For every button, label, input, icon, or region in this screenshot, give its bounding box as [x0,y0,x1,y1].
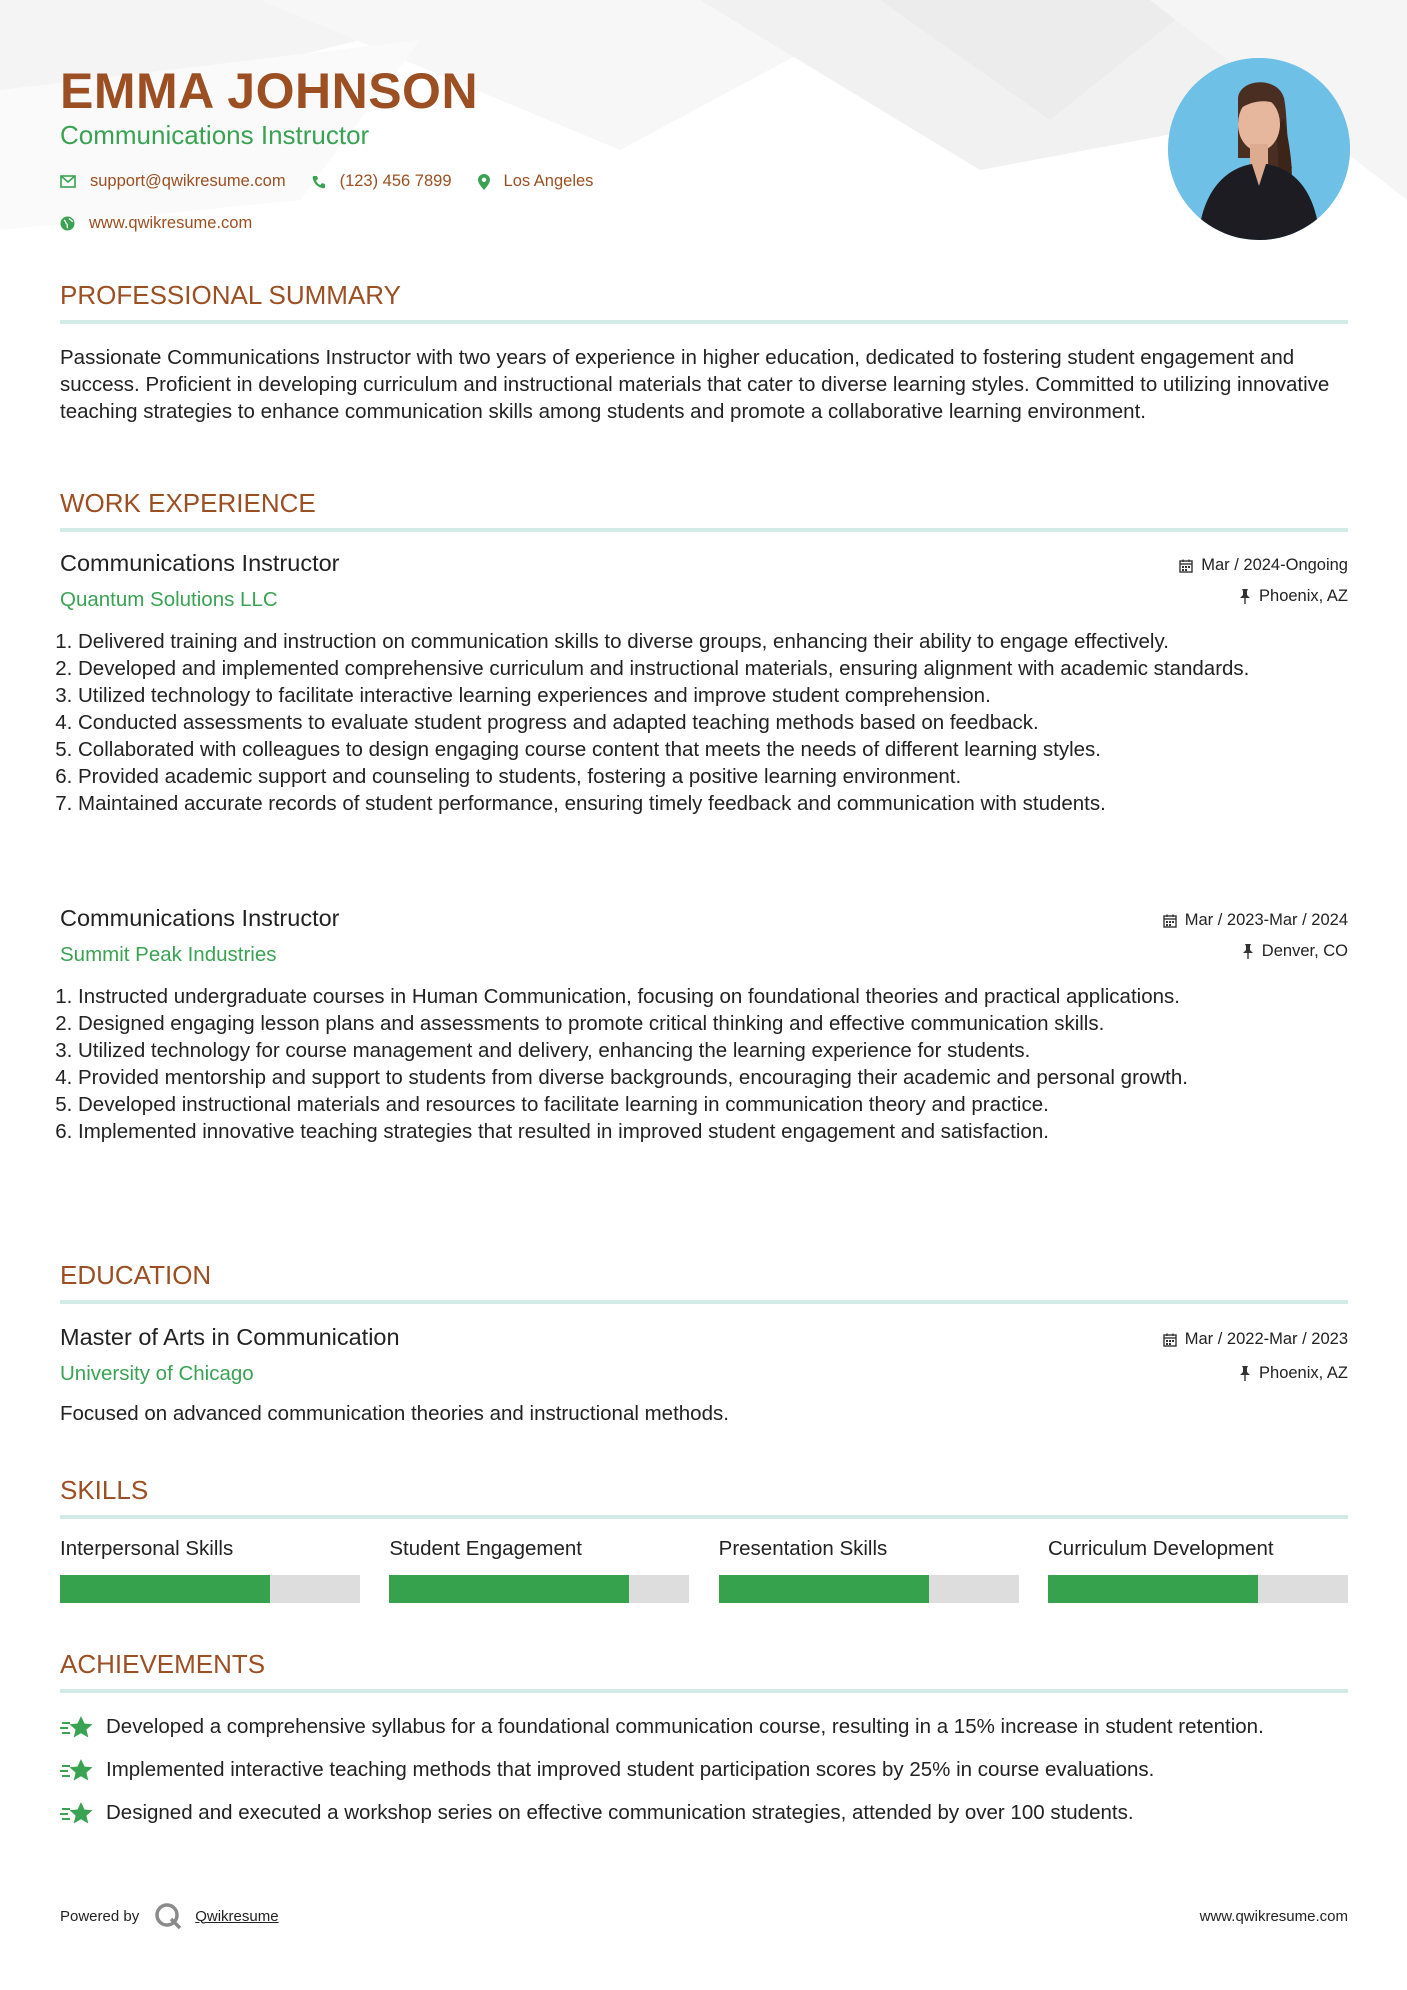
pushpin-icon [1239,1366,1251,1381]
list-item: 1. Instructed undergraduate courses in Human Communication, focusing on foundational theories and practical applications. [78,983,1348,1010]
globe-icon [60,216,75,231]
profile-portrait [1168,58,1350,240]
list-item: 2. Developed and implemented comprehensive curriculum and instructional materials, ensuring alignment with academic standards. [78,655,1348,682]
contact-phone[interactable] [312,172,452,191]
summary-heading: PROFESSIONAL SUMMARY [60,280,401,310]
skill-name: Student Engagement [389,1537,582,1560]
skills-section [60,1475,1348,1603]
skill-bar [60,1575,360,1603]
pushpin-icon [1242,944,1254,959]
star-badge-icon [60,1801,94,1827]
achievement-item [60,1713,1348,1741]
summary-text: Passionate Communications Instructor with two years of experience in higher education, dedicated to fostering student engagement and success. Proficient in developing curriculum and instructional materials that cater to diverse learning styles. Committed to utilizing innovative teaching strategies to enhance communication skills among students and promote a collaborative learning environment. [60,346,1330,423]
education-date-text: Mar / 2022-Mar / 2023 [1184,1330,1348,1348]
skill-item [60,1537,360,1603]
contact-row-1 [60,172,619,191]
candidate-role: Communications Instructor [60,120,370,150]
candidate-name: EMMA JOHNSON [60,63,479,119]
list-item: 3. Utilized technology for course management and delivery, enhancing the learning experience for students. [78,1037,1348,1064]
skill-item [389,1537,689,1603]
list-item: 6. Provided academic support and counseling to students, fostering a positive learning environment. [78,763,1348,790]
job-company: Summit Peak Industries [60,943,277,966]
job-location [1242,942,1348,961]
achievement-text: Designed and executed a workshop series on effective communication strategies, attended by over 100 students. [106,1801,1134,1824]
section-divider [60,528,1348,532]
list-item: 5. Developed instructional materials and resources to facilitate learning in communication theory and practice. [78,1091,1348,1118]
section-divider [60,1515,1348,1519]
section-divider [60,1300,1348,1304]
job-title: Communications Instructor [60,550,340,576]
contact-website[interactable] [60,214,252,233]
list-item: 3. Utilized technology to facilitate interactive learning experiences and improve student comprehension. [78,682,1348,709]
skill-bar-fill [389,1575,629,1603]
footer-website[interactable]: www.qwikresume.com [1199,1907,1348,1925]
experience-section [60,488,1348,532]
section-divider [60,320,1348,324]
map-pin-icon [478,174,490,190]
job-date-text: Mar / 2023-Mar / 2024 [1184,911,1348,929]
achievements-list [60,1713,1348,1827]
list-item: 7. Maintained accurate records of student performance, ensuring timely feedback and communication with students. [78,790,1348,817]
achievements-heading: ACHIEVEMENTS [60,1649,266,1679]
summary-section [60,280,1348,425]
skill-bar-fill [60,1575,270,1603]
qwikresume-logo-icon [153,1901,183,1931]
website-text: www.qwikresume.com [89,214,253,232]
phone-text: (123) 456 7899 [339,172,452,190]
profile-photo [1168,58,1350,240]
skill-bar-fill [719,1575,929,1603]
achievements-section [60,1649,1348,1842]
education-location [1239,1364,1348,1383]
job-title: Communications Instructor [60,905,340,931]
envelope-icon [60,175,76,188]
skill-name: Presentation Skills [718,1537,888,1560]
calendar-icon [1163,1333,1177,1347]
footer [60,1898,1348,1934]
job-entry-2 [60,905,1348,1145]
list-item: 4. Conducted assessments to evaluate student progress and adapted teaching methods based on feedback. [78,709,1348,736]
skills-heading: SKILLS [60,1475,149,1505]
calendar-icon [1163,914,1177,928]
job-date [1163,911,1348,930]
pushpin-icon [1239,589,1251,604]
star-badge-icon [60,1715,94,1741]
job-location [1239,587,1348,606]
list-item: 5. Collaborated with colleagues to design engaging course content that meets the needs of different learning styles. [78,736,1348,763]
section-divider [60,1689,1348,1693]
job-entry-1 [60,550,1348,817]
star-badge-icon [60,1758,94,1784]
job-company: Quantum Solutions LLC [60,588,278,611]
achievement-item [60,1756,1348,1784]
achievement-text: Implemented interactive teaching methods that improved student participation scores by 25% in course evaluations. [106,1758,1155,1781]
degree-title: Master of Arts in Communication [60,1324,400,1350]
job-bullets [60,983,1348,1145]
contact-row-2 [60,214,278,233]
education-heading: EDUCATION [60,1260,212,1290]
job-location-text: Denver, CO [1261,942,1348,960]
contact-location [478,172,594,191]
footer-powered-by [60,1901,279,1931]
skill-name: Interpersonal Skills [60,1537,234,1560]
skill-item [719,1537,1019,1603]
achievement-item [60,1799,1348,1827]
email-text: support@qwikresume.com [90,172,286,190]
experience-heading: WORK EXPERIENCE [60,488,316,518]
list-item: 1. Delivered training and instruction on communication skills to diverse groups, enhancing their ability to engage effectively. [78,628,1348,655]
powered-by-label: Powered by [60,1907,140,1925]
education-description: Focused on advanced communication theories and instructional methods. [60,1402,729,1425]
job-date [1179,556,1348,575]
skill-bar-fill [1048,1575,1258,1603]
job-location-text: Phoenix, AZ [1259,587,1348,605]
job-date-text: Mar / 2024-Ongoing [1201,556,1348,574]
skill-name: Curriculum Development [1047,1537,1274,1560]
skill-item [1048,1537,1348,1603]
location-text: Los Angeles [503,172,594,190]
job-bullets [60,628,1348,817]
contact-email[interactable] [60,172,286,191]
list-item: 6. Implemented innovative teaching strategies that resulted in improved student engagement and satisfaction. [78,1118,1348,1145]
education-date [1163,1330,1348,1349]
calendar-icon [1179,559,1193,573]
phone-icon [312,175,326,189]
qwikresume-link[interactable]: Qwikresume [195,1907,279,1925]
school-name: University of Chicago [60,1362,254,1385]
education-section [60,1260,1348,1426]
skill-bar [719,1575,1019,1603]
skill-bar [1048,1575,1348,1603]
achievement-text: Developed a comprehensive syllabus for a foundational communication course, resulting in a 15% increase in student retention. [106,1715,1264,1738]
skills-list [60,1537,1348,1603]
list-item: 2. Designed engaging lesson plans and assessments to promote critical thinking and effective communication skills. [78,1010,1348,1037]
list-item: 4. Provided mentorship and support to students from diverse backgrounds, encouraging their academic and personal growth. [78,1064,1348,1091]
skill-bar [389,1575,689,1603]
education-location-text: Phoenix, AZ [1259,1364,1348,1382]
